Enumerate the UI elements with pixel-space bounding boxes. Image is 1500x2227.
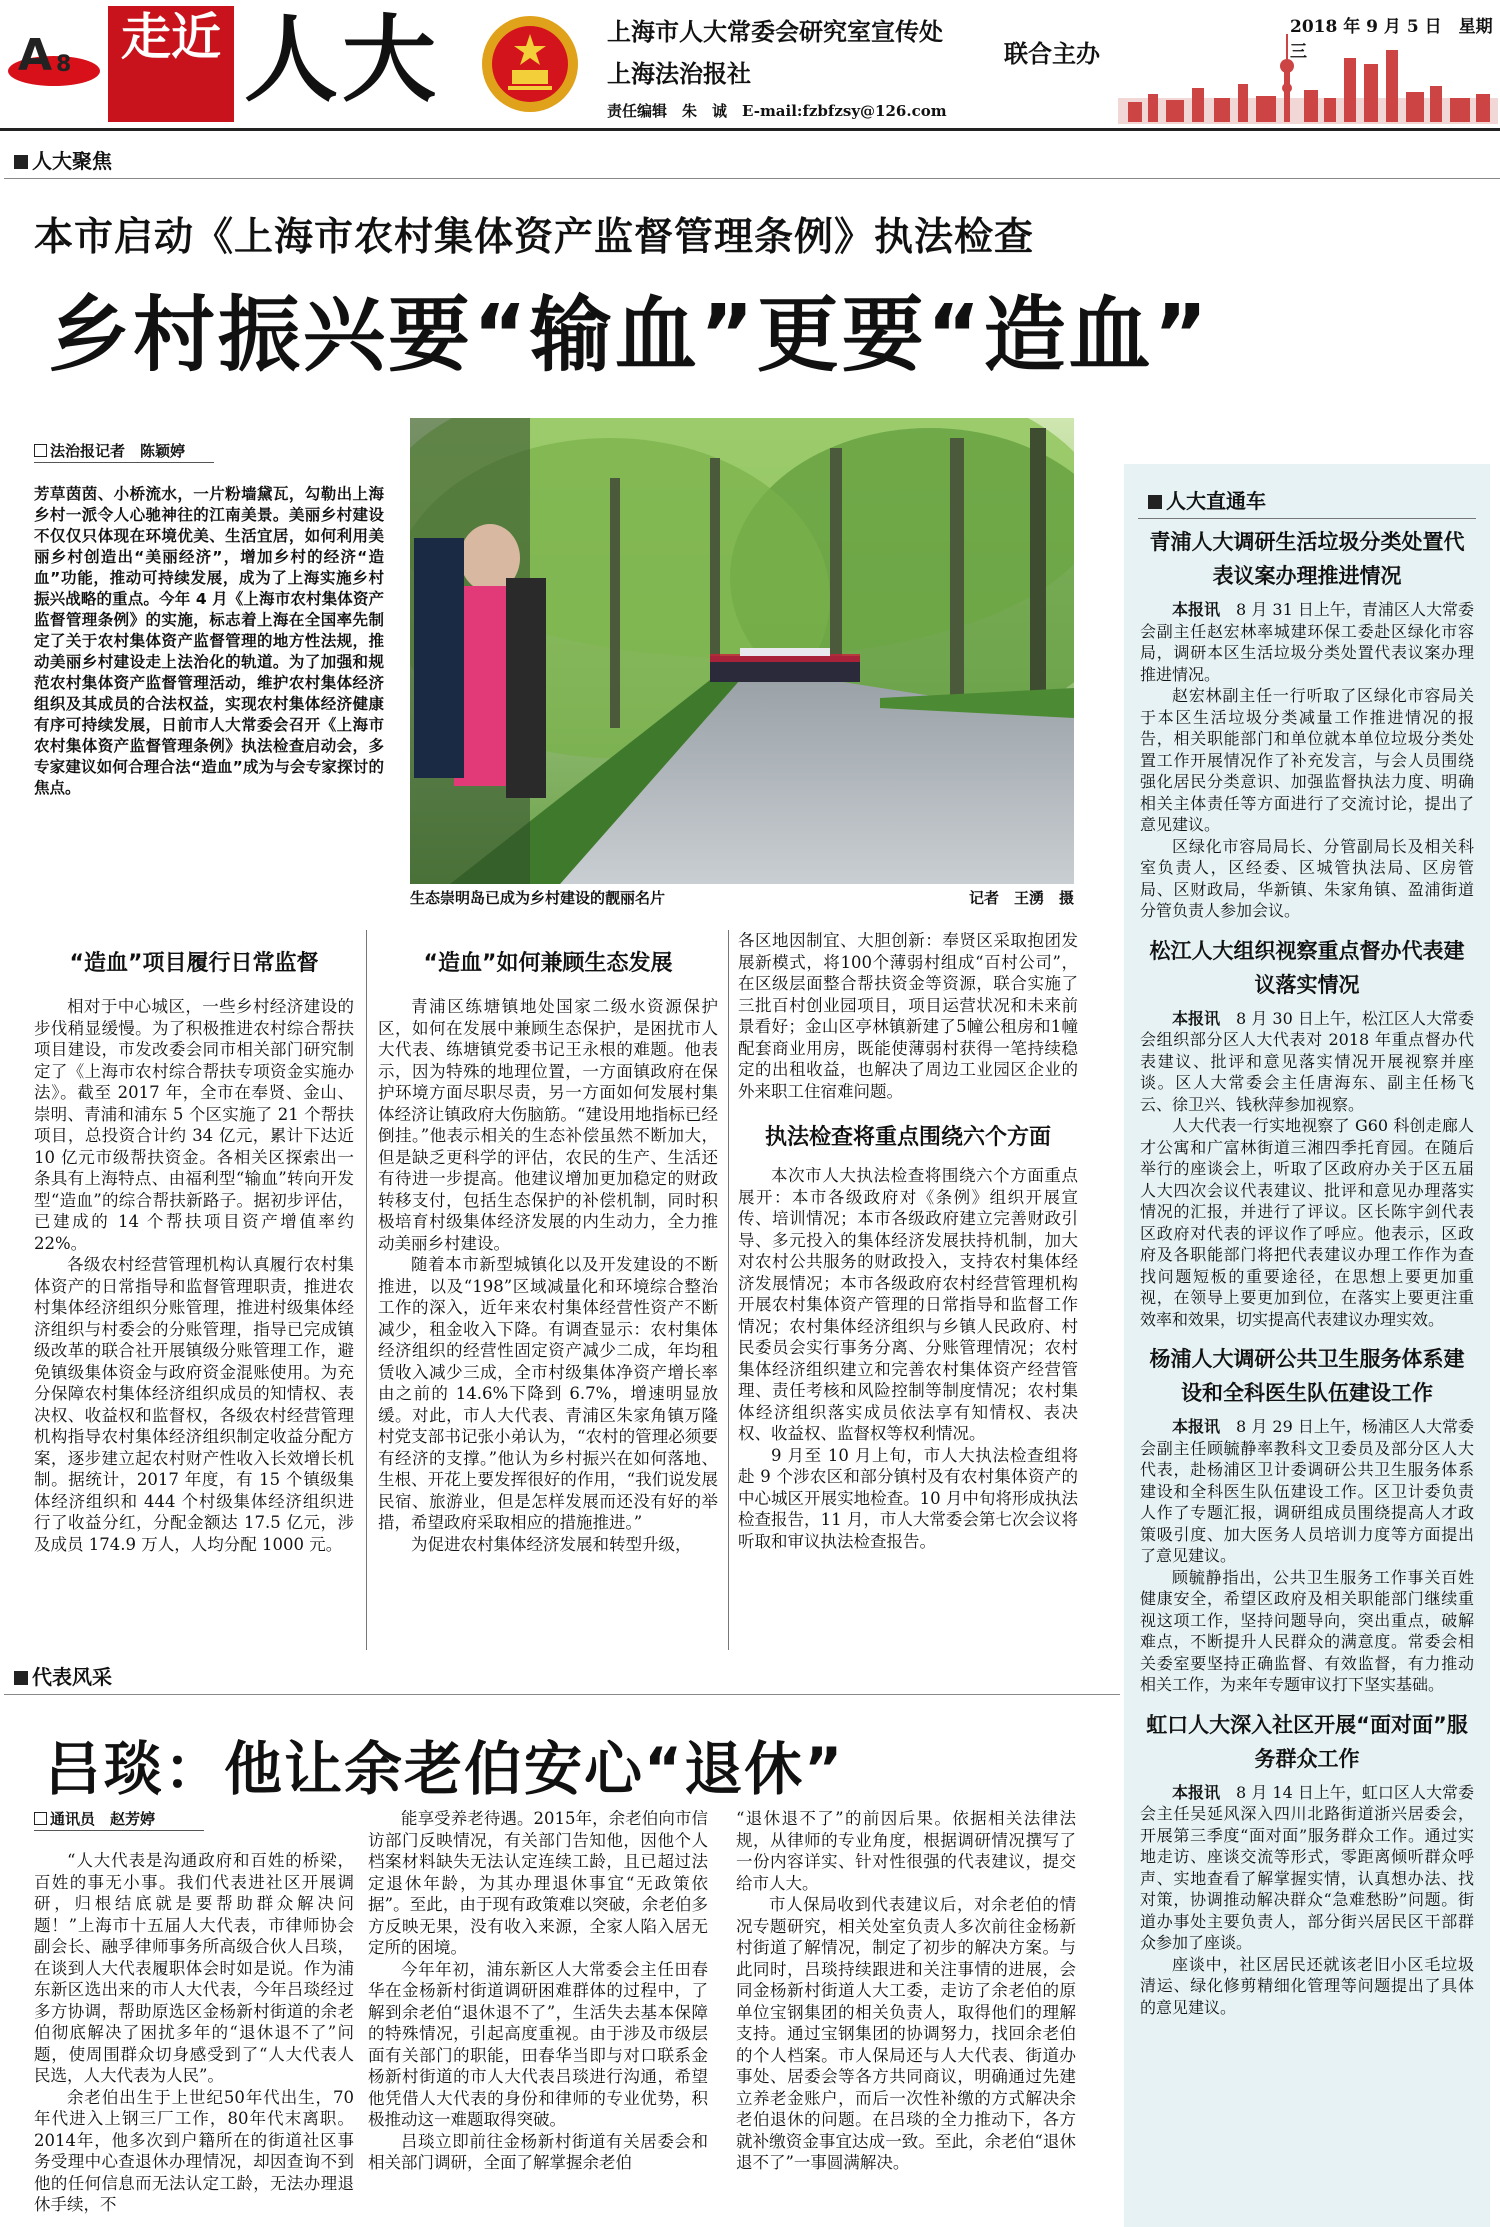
photo-credit: 记者 王湧 摄 [968, 889, 1074, 907]
byline-text: 通讯员 赵芳婷 [50, 1810, 156, 1828]
brief-title: 虹口人大深入社区开展“面对面”服务群众工作 [1146, 1712, 1468, 1771]
issue-date: 2018 年 9 月 5 日 星期三 [1290, 17, 1493, 62]
skyline-illustration-icon [1118, 28, 1498, 124]
section-tag-label: 人大直通车 [1166, 489, 1266, 513]
byline-rule [34, 462, 214, 463]
lead-byline [34, 440, 185, 461]
section-tag-representative [4, 1660, 1120, 1695]
brief-body: 本报讯 8 月 14 日上午，虹口区人大常委会主任吴延风深入四川北路街道浙兴居委会，开展第三季度“面对面”服务群众工作。通过实地走访、座谈交流等形式，零距离倾听群众呼声、实地查看了解掌握实情，认真想办法、找对策，协调推动解决群众“急难愁盼”问题。街道办事处主要负责人，部分街兴居民区干部群众参加了座谈。 座谈中，社区居民还就该老旧小区毛垃圾清运、绿化修剪精细化管理等问题提出了具体的意见建议。 [1140, 1782, 1474, 2017]
rep-headline: 吕琰：他让余老伯安心“退休” [44, 1735, 845, 1803]
paragraph: 本次市人大执法检查将围绕六个方面重点展开：本市各级政府对《条例》组织开展宣传、培训情况；本市各级政府建立完善财政引导、多元投入的集体经济发展扶持机制，加大对农村公共服务的财政投入，支持农村集体经济发展情况；本市各级政府农村经营管理机构开展农村集体资产管理的日常指导和监督工作情况；农村集体经济组织与乡镇人民政府、村民委员会实行事务分离、分账管理情况；农村集体经济组织建立和完善农村集体资产经营管理、责任考核和风险控制等制度情况；农村集体经济组织落实成员依法享有知情权、表决权、收益权、监督权等权利情况。 [738, 1166, 1078, 1443]
lead-col3 [738, 930, 1078, 1552]
page-number-badge [8, 30, 100, 92]
paragraph: “人大代表是沟通政府和百姓的桥梁，百姓的事无小事。我们代表进社区开展调研，归根结底就是要帮助群众解决问题！”上海市十五届人大代表，市律师协会副会长、融孚律师事务所高级合伙人吕琰，在谈到人大代表履职体会时如是说。作为浦东新区选出来的市人大代表，今年吕琰经过多方协调，帮助原选区金杨新村街道的余老伯彻底解决了困扰多年的“退休退不了”问题，使周围群众切身感受到了“人大代表人民选，人大代表为人民”。 [34, 1851, 354, 2085]
column-name: 人大 [244, 6, 441, 115]
organizer-2: 上海法治报社 [607, 59, 751, 88]
rep-col1 [34, 1850, 354, 2222]
lead-paragraph: 芳草茵茵、小桥流水，一片粉墙黛瓦，勾勒出上海乡村一派令人心驰神往的江南美景。美丽乡村建设不仅仅只体现在环境优美、生活宜居，如何利用美丽乡村创造出“美丽经济”，增加乡村的经济“造血”功能，推动可持续发展，成为了上海实施乡村振兴战略的重点。今年 4 月《上海市农村集体资产监督管理条例》的实施，标志着上海在全国率先制定了关于农村集体资产监督管理的地方性法规，推动美丽乡村建设走上法治化的轨道。为了加强和规范农村集体资产监督管理活动，维护农村集体经济组织及其成员的合法权益，实现农村集体经济健康有序可持续发展，日前市人大常委会召开《上海市农村集体资产监督管理条例》执法检查启动会，多专家建议如何合理合法“造血”成为与会专家探讨的焦点。 [34, 485, 384, 797]
jointly-organized: 联合主办 [1004, 39, 1100, 68]
photo-caption-row [410, 887, 1074, 908]
lead-col1 [34, 996, 354, 1555]
col2-subhead: “造血”如何兼顾生态发展 [423, 951, 673, 976]
rep-byline [34, 1808, 155, 1829]
col3-subhead: 执法检查将重点围绕六个方面 [764, 1125, 1051, 1150]
paragraph: 相对于中心城区，一些乡村经济建设的步伐稍显缓慢。为了积极推进农村综合帮扶项目建设，市发改委会同市相关部门研究制定了《上海市农村综合帮扶专项资金实施办法》。截至 2017 年，全市在奉贤、金山、崇明、青浦和浦东 5 个区实施了 21 个帮扶项目，总投资合计约 34 亿元，累计下达近 10 亿元市级帮扶资金。各相关区探索出一条具有上海特点、由福利型“输血”转向开发型“造血”的综合帮扶新路子。据初步评估，已建成的 14 个帮扶项目资产增值率约 22%。 [34, 997, 354, 1253]
paragraph: 各级农村经营管理机构认真履行农村集体资产的日常指导和监督管理职责，推进农村集体经济组织分账管理，推进村级集体经济组织与村委会的分账管理，指导已完成镇级改革的联合社开展镇级分账管理工作，避免镇级集体资金与政府资金混账使用。为充分保障农村集体经济组织成员的知情权、表决权、收益权和监督权，各级农村经营管理机构指导农村集体经济组织制定收益分配方案，逐步建立起农村财产性收入长效增长机制。据统计，2017 年度，有 15 个镇级集体经济组织和 444 个村级集体经济组织进行了收益分红，分配金额达 17.5 亿元，涉及成员 174.9 万人，人均分配 1000 元。 [34, 1255, 354, 1554]
page-number: 8 [56, 52, 72, 77]
rep-col2 [368, 1808, 708, 2222]
paragraph: 为促进农村集体经济发展和转型升级， [411, 1534, 692, 1554]
byline-rule [34, 1830, 204, 1831]
editor-line: 责任编辑 朱 诚 E-mail:fzbfzsy@126.com [607, 102, 947, 120]
paragraph: 各区地因制宜、大胆创新：奉贤区采取抱团发展新模式，将100个薄弱村组成“百村公司”，在区级层面整合帮扶资金等资源，联合实施了三批百村创业园项目，项目运营状况和未来前景看好；金山区亭林镇新建了5幢公租房和1幢配套商业用房，既能使薄弱村获得一笔持续稳定的出租收益，也解决了周边工业园区企业的外来职工住宿难问题。 [738, 931, 1078, 1101]
national-emblem-icon [478, 12, 582, 116]
section-tag-train [1138, 484, 1476, 519]
section-tag-label: 代表风采 [32, 1665, 112, 1689]
organizer-1: 上海市人大常委会研究室宣传处 [607, 17, 943, 46]
rep-col3 [736, 1808, 1076, 2222]
sidebar-news-brief [1124, 464, 1490, 2227]
photo-caption: 生态崇明岛已成为乡村建设的靓丽名片 [410, 889, 666, 907]
column-name-red-block: 走近 [108, 6, 234, 122]
paragraph: 随着本市新型城镇化以及开发建设的不断推进，以及“198”区域减量化和环境综合整治工作的深入，近年来农村集体经营性资产不断减少，租金收入下降。有调查显示：农村集体经济组织的经营性固定资产减少二成，年均租赁收入减少三成，全市村级集体净资产增长率由之前的 14.6%下降到 6.7%，增速明显放缓。对此，市人大代表、青浦区朱家角镇万隆村党支部书记张小弟认为，“农村的管理必须要有经济的支撑。”他认为乡村振兴在如何落地、生根、开花上要发挥很好的作用，“我们说发展民宿、旅游业，但是怎样发展而还没有好的举措，希望政府采取相应的措施推进。” [378, 1255, 718, 1532]
masthead [0, 0, 1500, 131]
paragraph: 青浦区练塘镇地处国家二级水资源保护区，如何在发展中兼顾生态保护，是困扰市人大代表、练塘镇党委书记王永根的难题。他表示，因为特殊的地理位置，一方面镇政府在保护环境方面尽职尽责，另一方面如何发展村集体经济让镇政府大伤脑筋。“建设用地指标已经倒挂。”他表示相关的生态补偿虽然不断加大，但是缺乏更科学的评估，农民的生产、生活还有待进一步提高。他建议增加更加稳定的财政转移支付，包括生态保护的补偿机制，同时积极培育村级集体经济发展的内生动力，全力推动美丽乡村建设。 [378, 997, 718, 1253]
brief-title: 杨浦人大调研公共卫生服务体系建设和全科医生队伍建设工作 [1149, 1347, 1465, 1405]
paragraph: 能享受养老待遇。2015年，余老伯向市信访部门反映情况，有关部门告知他，因他个人档案材料缺失无法认定连续工龄，且已超过法定退休年龄，为其办理退休事宜“无政策依据”。至此，由于现有政策难以突破，余老伯多方反映无果，没有收入来源，全家人陷入居无定所的困境。 [368, 1809, 708, 1957]
brief-title: 松江人大组织视察重点督办代表建议落实情况 [1149, 938, 1465, 997]
lead-headline: 乡村振兴要“输血”更要“造血” [48, 288, 1211, 383]
cycling-road-photo [410, 418, 1074, 884]
col1-subhead: “造血”项目履行日常监督 [69, 951, 319, 976]
byline-text: 法治报记者 陈颖婷 [50, 442, 186, 460]
paragraph: 吕琰立即前往金杨新村街道有关居委会和相关部门调研，全面了解掌握余老伯 [368, 2131, 708, 2172]
section-tag-label: 人大聚焦 [32, 149, 112, 173]
paragraph: 9 月至 10 月上旬，市人大执法检查组将赴 9 个涉农区和部分镇村及有农村集体资产的中心城区开展实地检查。10 月中旬将形成执法检查报告，11 月，市人大常委会第七次会议将听取和审议执法检查报告。 [738, 1445, 1078, 1551]
section-tag-focus [4, 144, 1500, 179]
lead-col2 [378, 996, 718, 1555]
lead-kicker: 本市启动《上海市农村集体资产监督管理条例》执法检查 [34, 215, 1035, 260]
paragraph: 余老伯出生于上世纪50年代出生，70年代进入上钢三厂工作，80年代末离职。2014年，他多次到户籍所在的街道社区事务受理中心查退休办理情况，却因查询不到他的任何信息而无法认定工龄，无法办理退休手续，不 [34, 2087, 354, 2214]
paragraph: 市人保局收到代表建议后，对余老伯的情况专题研究，相关处室负责人多次前往金杨新村街道了解情况，制定了初步的解决方案。与此同时，吕琰持续跟进和关注事情的进展，会同金杨新村街道人大工委，走访了余老伯的原单位宝钢集团的相关负责人，取得他们的理解支持。通过宝钢集团的协调努力，找回余老伯的个人档案。市人保局还与人大代表、街道办事处、居委会等各方共同商议，明确通过先建立养老金账户，而后一次性补缴的方式解决余老伯退休的问题。在吕琰的全力推动下，各方就补缴资金事宜达成一致。至此，余老伯“退休退不了”一事圆满解决。 [736, 1895, 1076, 2172]
brief-body: 本报讯 8 月 30 日上午，松江区人大常委会组织部分区人大代表对 2018 年重点督办代表建议、批评和意见落实情况开展视察并座谈。区人大常委会主任唐海东、副主任杨飞云、徐卫兴、钱秋萍参加视察。 人大代表一行实地视察了 G60 科创走廊人才公寓和广富林街道三湘四季托育园。在随后举行的座谈会上，听取了区政府办关于区五届人大四次会议代表建议、批评和意见办理落实情况的汇报，并进行了评议。区长陈宇剑代表区政府对代表的评议作了呼应。他表示，区政府及各职能部门将把代表建议办理工作作为查找问题短板的重要途径，在思想上要更加重视，在领导上要更加到位，在落实上要更注重效率和效果，切实提高代表建议办理实效。 [1140, 1008, 1474, 1329]
page-letter: A [18, 30, 53, 81]
brief-body: 本报讯 8 月 31 日上午，青浦区人大常委会副主任赵宏林率城建环保工委赴区绿化市容局，调研本区生活垃圾分类处置代表议案办理推进情况。 赵宏林副主任一行听取了区绿化市容局关于本区生活垃圾分类减量工作推进情况的报告，相关职能部门和单位就本单位垃圾分类处置工作开展情况作了补充发言，与会人员围绕强化居民分类意识、加强监督执法力度、明确相关主体责任等方面进行了交流讨论，提出了意见建议。 区绿化市容局局长、分管副局长及相关科室负责人，区经委、区城管执法局、区房管局、区财政局，华新镇、朱家角镇、盈浦街道分管负责人参加会议。 [1140, 600, 1474, 920]
column-divider [366, 930, 367, 1650]
brief-title: 青浦人大调研生活垃圾分类处置代表议案办理推进情况 [1149, 530, 1465, 588]
paragraph: “退休退不了”的前因后果。依据相关法律法规，从律师的专业角度，根据调研情况撰写了一份内容详实、针对性很强的代表建议，提交给市人大。 [736, 1809, 1076, 1893]
paragraph: 今年年初，浦东新区人大常委会主任田春华在金杨新村街道调研困难群体的过程中，了解到余老伯“退休退不了”，生活失去基本保障的特殊情况，引起高度重视。由于涉及市级层面有关部门的职能，田春华当即与对口联系金杨新村街道的市人大代表吕琰进行沟通，希望他凭借人大代表的身份和律师的专业优势，积极推动这一难题取得突破。 [368, 1959, 708, 2129]
column-divider [728, 930, 729, 1650]
brief-body: 本报讯 8 月 29 日上午，杨浦区人大常委会副主任顾毓静率教科文卫委员及部分区人大代表，赴杨浦区卫计委调研公共卫生服务体系建设和全科医生队伍建设工作。区卫计委负责人作了专题汇报，调研组成员围绕提高人才政策吸引度、加大医务人员培训力度等方面提出了意见建议。 顾毓静指出，公共卫生服务工作事关百姓健康安全，希望区政府及相关职能部门继续重视这项工作，坚持问题导向，突出重点，破解难点，不断提升人民群众的满意度。常委会相关委室要坚持正确监督、有效监督，有力推动相关工作，为来年专题审议打下坚实基础。 [1140, 1417, 1474, 1694]
